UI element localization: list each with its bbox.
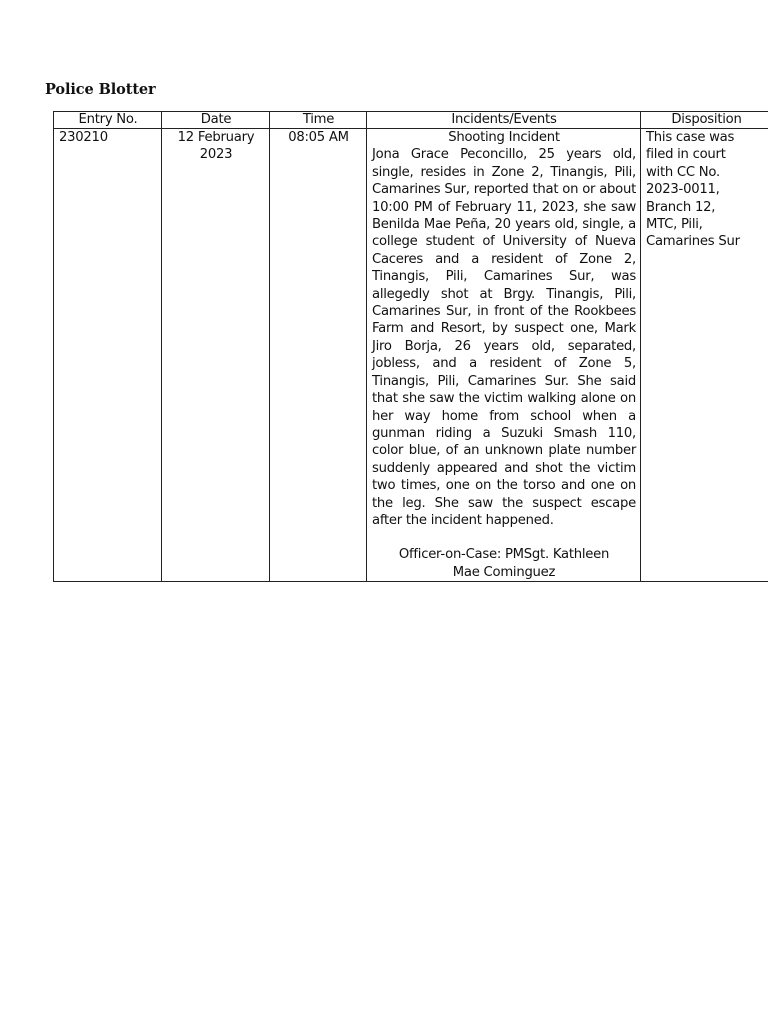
table-row [54,129,768,582]
officer-line-1: Officer-on-Case: PMSgt. Kathleen [398,547,610,563]
header-entry-no: Entry No. [54,112,162,129]
officer-on-case [372,546,636,581]
disposition-line: 2023-0011, [646,182,720,198]
cell-disposition [641,129,768,582]
document-title: Police Blotter [45,81,156,98]
header-row [54,112,768,129]
date-line-1: 12 February [177,130,255,145]
cell-entry-no [54,129,162,582]
date-line-2: 2023 [199,147,233,163]
cell-incident [367,129,641,582]
incident-title: Shooting Incident [448,130,560,145]
table-body [54,129,768,582]
police-blotter-table [53,111,768,582]
disposition-line: filed in court [646,147,726,163]
disposition-line: MTC, Pili, [646,217,703,233]
header-time: Time [270,112,367,129]
header-date: Date [162,112,270,129]
cell-time [270,129,367,582]
header-disposition: Disposition [641,112,768,129]
disposition-line: This case was [646,130,735,145]
officer-line-2: Mae Cominguez [452,564,556,580]
entry-no-value: 230210 [59,130,108,145]
cell-date [162,129,270,582]
disposition-line: with CC No. [646,164,720,180]
table-header [54,112,768,129]
header-incidents-events: Incidents/Events [367,112,641,129]
disposition-line: Branch 12, [646,199,716,215]
incident-narrative: Jona Grace Peconcillo, 25 years old, single, resides in Zone 2, Tinangis, Pili, Camarines Sur, reported that on or about 10:00 PM of February 11, 2023, she saw Benilda Mae Peña, 20 years old, single, a college student of University of Nueva Caceres and a resident of Zone 2, Tinangis, Pili, Camarines Sur, was allegedly shot at Brgy. Tinangis, Pili, Camarines Sur, in front of the Rookbees Farm and Resort, by suspect one, Mark Jiro Borja, 26 years old, separated, jobless, and a resident of Zone 5, Tinangis, Pili, Camarines Sur. She said that she saw the victim walking alone on her way home from school when a gunman riding a Suzuki Smash 110, color blue, of an unknown plate number suddenly appeared and shot the victim two times, one on the torso and one on the leg. She saw the suspect escape after the incident happened. [372,147,636,528]
disposition-line: Camarines Sur [646,234,740,250]
time-value: 08:05 AM [288,130,349,145]
